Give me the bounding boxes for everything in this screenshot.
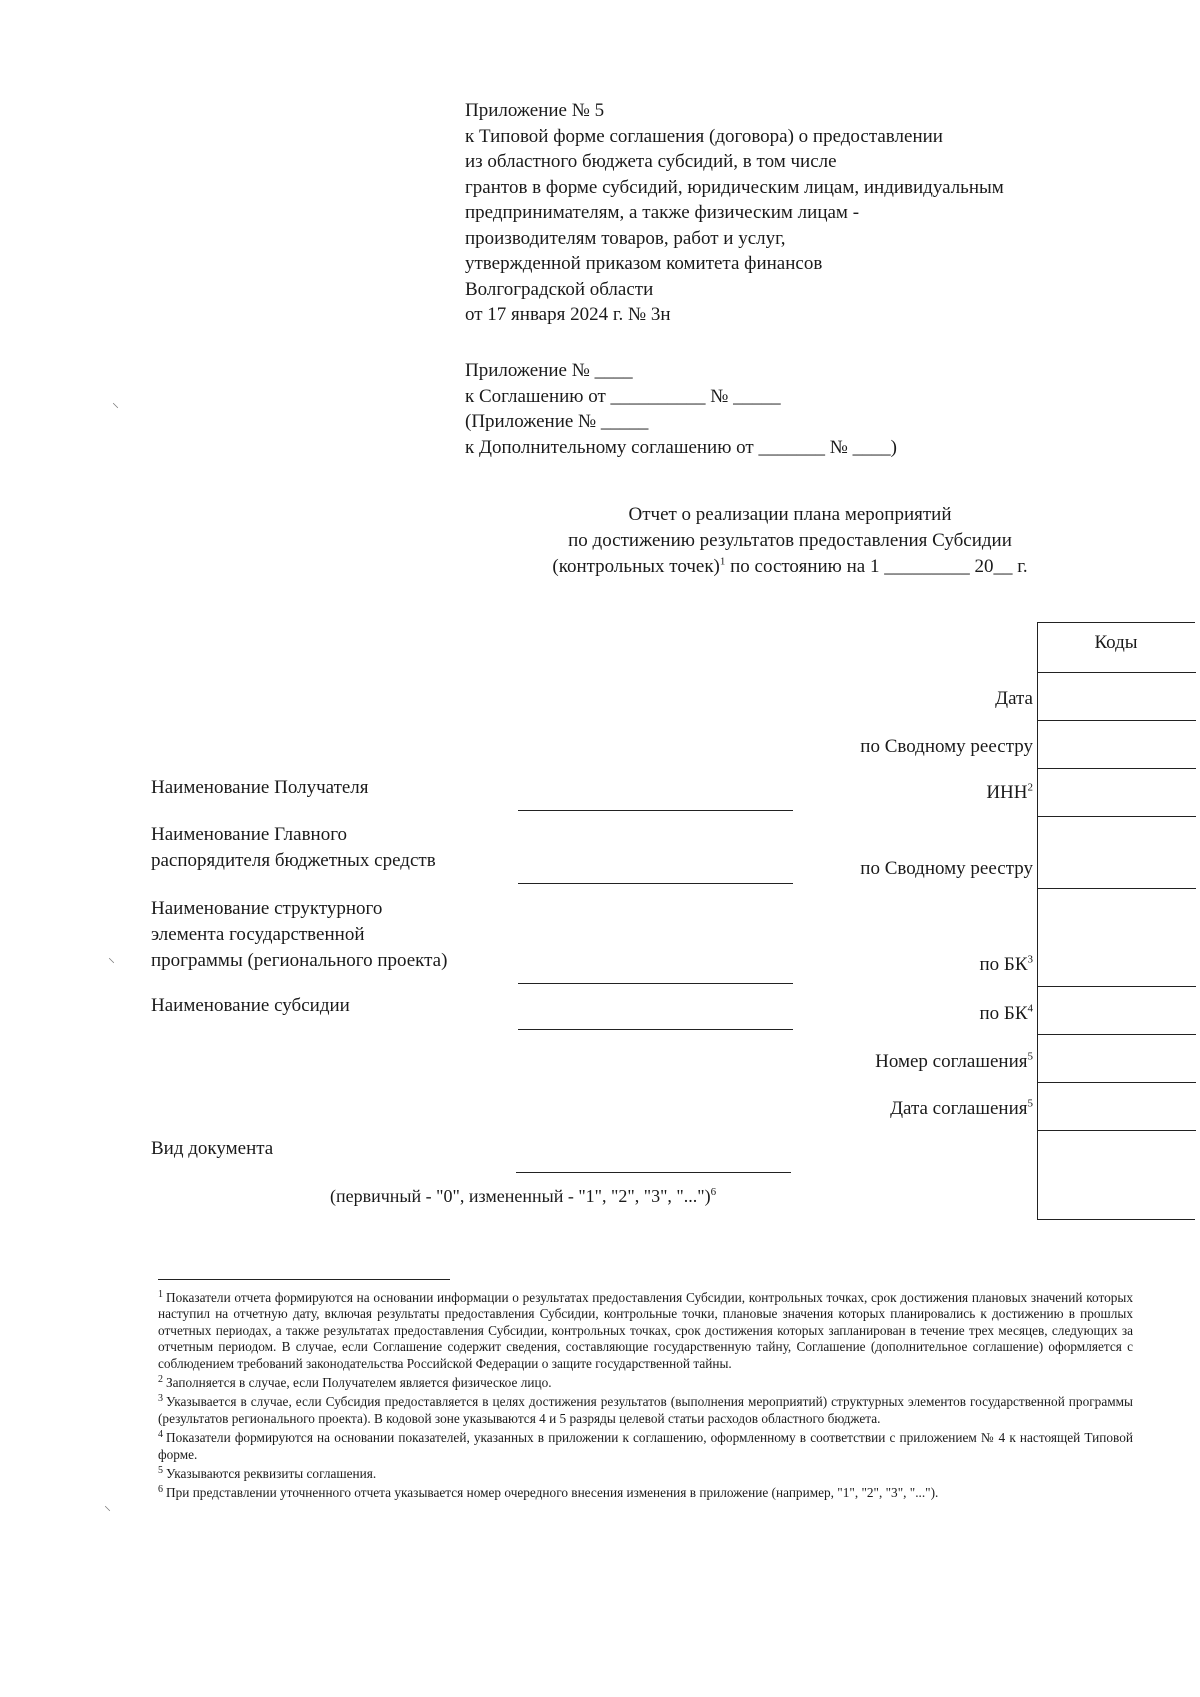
code-label-agreement-number: Номер соглашения$^5$ (875, 1050, 1033, 1072)
footnote: $^4$ Показатели формируются на основании показателей, указанных в приложении к соглашению, оформленному в соответствии с приложением № 4 к настоящей Типовой форме. (158, 1428, 1133, 1462)
scan-mark: ⸜ (104, 1499, 111, 1514)
attachment-block (465, 358, 1065, 460)
header-line: производителям товаров, работ и услуг, (465, 227, 786, 249)
attachment-line: (Приложение № _____ (465, 411, 649, 432)
attachment-line: к Соглашению от __________ № _____ (465, 385, 781, 407)
header-block (465, 98, 1125, 328)
codes-row-divider (1038, 720, 1196, 721)
codes-row-divider (1038, 816, 1196, 817)
code-label-bk-3: по $БК^3$ (979, 953, 1033, 975)
report-title-line-2: по достижению результатов предоставления Субсидии (568, 530, 1012, 551)
footnote: $^2$ Заполняется в случае, если Получателем является физическое лицо. (158, 1373, 552, 1391)
footnote-ref: 1 (719, 555, 726, 568)
header-line: Приложение № 5 (465, 100, 605, 121)
scan-mark: ⸜ (112, 396, 119, 411)
report-title-line-1: Отчет о реализации плана мероприятий (628, 504, 952, 525)
code-label-registry-2: по Сводному реестру (860, 858, 1033, 879)
codes-table (1037, 622, 1196, 1220)
header-line: к Типовой форме соглашения (договора) о предоставлении (465, 125, 943, 147)
label-main-manager-2: распорядителя бюджетных средств (151, 850, 436, 871)
label-main-manager-1: Наименование Главного (151, 824, 348, 845)
header-line: из областного бюджета субсидий, в том числе (465, 151, 837, 172)
codes-row-divider (1038, 888, 1196, 889)
codes-row-divider (1038, 768, 1196, 769)
footnote: $^5$ Указываются реквизиты соглашения. (158, 1464, 377, 1482)
subsidy-fill-line (518, 1029, 793, 1030)
codes-row-divider (1038, 1034, 1196, 1035)
doc-type-note: (первичный - "0", измененный - "1", "2", "3", "...")$^6$ (330, 1186, 717, 1206)
footnotes (158, 1290, 1133, 1505)
header-line: грантов в форме субсидий, юридическим лицам, индивидуальным (465, 176, 1004, 198)
struct-fill-line (518, 983, 793, 984)
header-line: Волгоградской области (465, 278, 654, 300)
footnote: $^1$ Показатели отчета формируются на основании информации о результатах предоставления Субсидии, контрольных точках, срок достижения плановых значений которых наступил на отчетную дату, включая результаты предоставления Субсидии, контрольные точки, плановые значения которых планировались к достижению в прошлых отчетных периодах, а также результатах предоставления Субсидии, контрольных точках, срок достижения которых запланирован в течение трех месяцев, следующих за отчетным периодом. В случае, если Соглашение содержит сведения, составляющие государственную тайну, Соглашение (дополнительное соглашение) оформляется с соблюдением требований законодательства Российской Федерации о защите государственной тайны. (158, 1288, 1133, 1371)
report-title-line-3b: по состоянию на 1 _________ 20__ г. (725, 556, 1028, 577)
codes-header: Коды (1094, 632, 1138, 653)
label-recipient: Наименование Получателя (151, 777, 369, 798)
label-doc-type: Вид документа (151, 1138, 274, 1159)
footnote: $^3$ Указывается в случае, если Субсидия предоставляется в целях достижения результатов (выполнения мероприятий) структурных элементов государственной программы (результатов регионального проекта). В кодовой зоне указываются 4 и 5 разряды целевой статьи расходов областного бюджета. (158, 1393, 1133, 1426)
codes-table-bottom-border (1037, 1219, 1195, 1220)
header-line: утвержденной приказом комитета финансов (465, 253, 823, 274)
code-label-bk-4: по $БК^4$ (979, 1002, 1033, 1024)
label-struct-2: элемента государственной (151, 924, 365, 945)
scan-mark: ⸜ (108, 951, 115, 966)
report-title-line-3 (420, 554, 1160, 580)
codes-row-divider (1038, 672, 1196, 673)
label-subsidy: Наименование субсидии (151, 995, 350, 1016)
codes-row-divider (1038, 1130, 1196, 1131)
label-struct-1: Наименование структурного (151, 898, 383, 919)
footnote: $^6$ При представлении уточненного отчета указывается номер очередного внесения изменения в приложение (например, "1", "2", "3", "..."). (158, 1484, 939, 1501)
code-label-agreement-date: Дата соглашения$^5$ (890, 1097, 1033, 1119)
code-label-inn: ИНН$^2$ (986, 781, 1033, 803)
code-label-registry-1: по Сводному реестру (860, 736, 1033, 757)
header-line: предпринимателям, а также физическим лицам - (465, 202, 860, 223)
footnote-separator (158, 1279, 450, 1280)
report-title-line-3a: (контрольных точек) (552, 556, 720, 577)
header-line: от 17 января 2024 г. № 3н (465, 304, 671, 325)
recipient-fill-line (518, 810, 793, 811)
codes-row-divider (1038, 1082, 1196, 1083)
doc-type-fill-line (516, 1172, 791, 1173)
main-manager-fill-line (518, 883, 793, 884)
report-title (420, 502, 1160, 580)
code-label-date: Дата (995, 688, 1033, 709)
codes-row-divider (1038, 986, 1196, 987)
label-struct-3: программы (регионального проекта) (151, 950, 448, 971)
attachment-line: к Дополнительному соглашению от _______ № ____) (465, 436, 897, 458)
attachment-line: Приложение № ____ (465, 360, 633, 381)
